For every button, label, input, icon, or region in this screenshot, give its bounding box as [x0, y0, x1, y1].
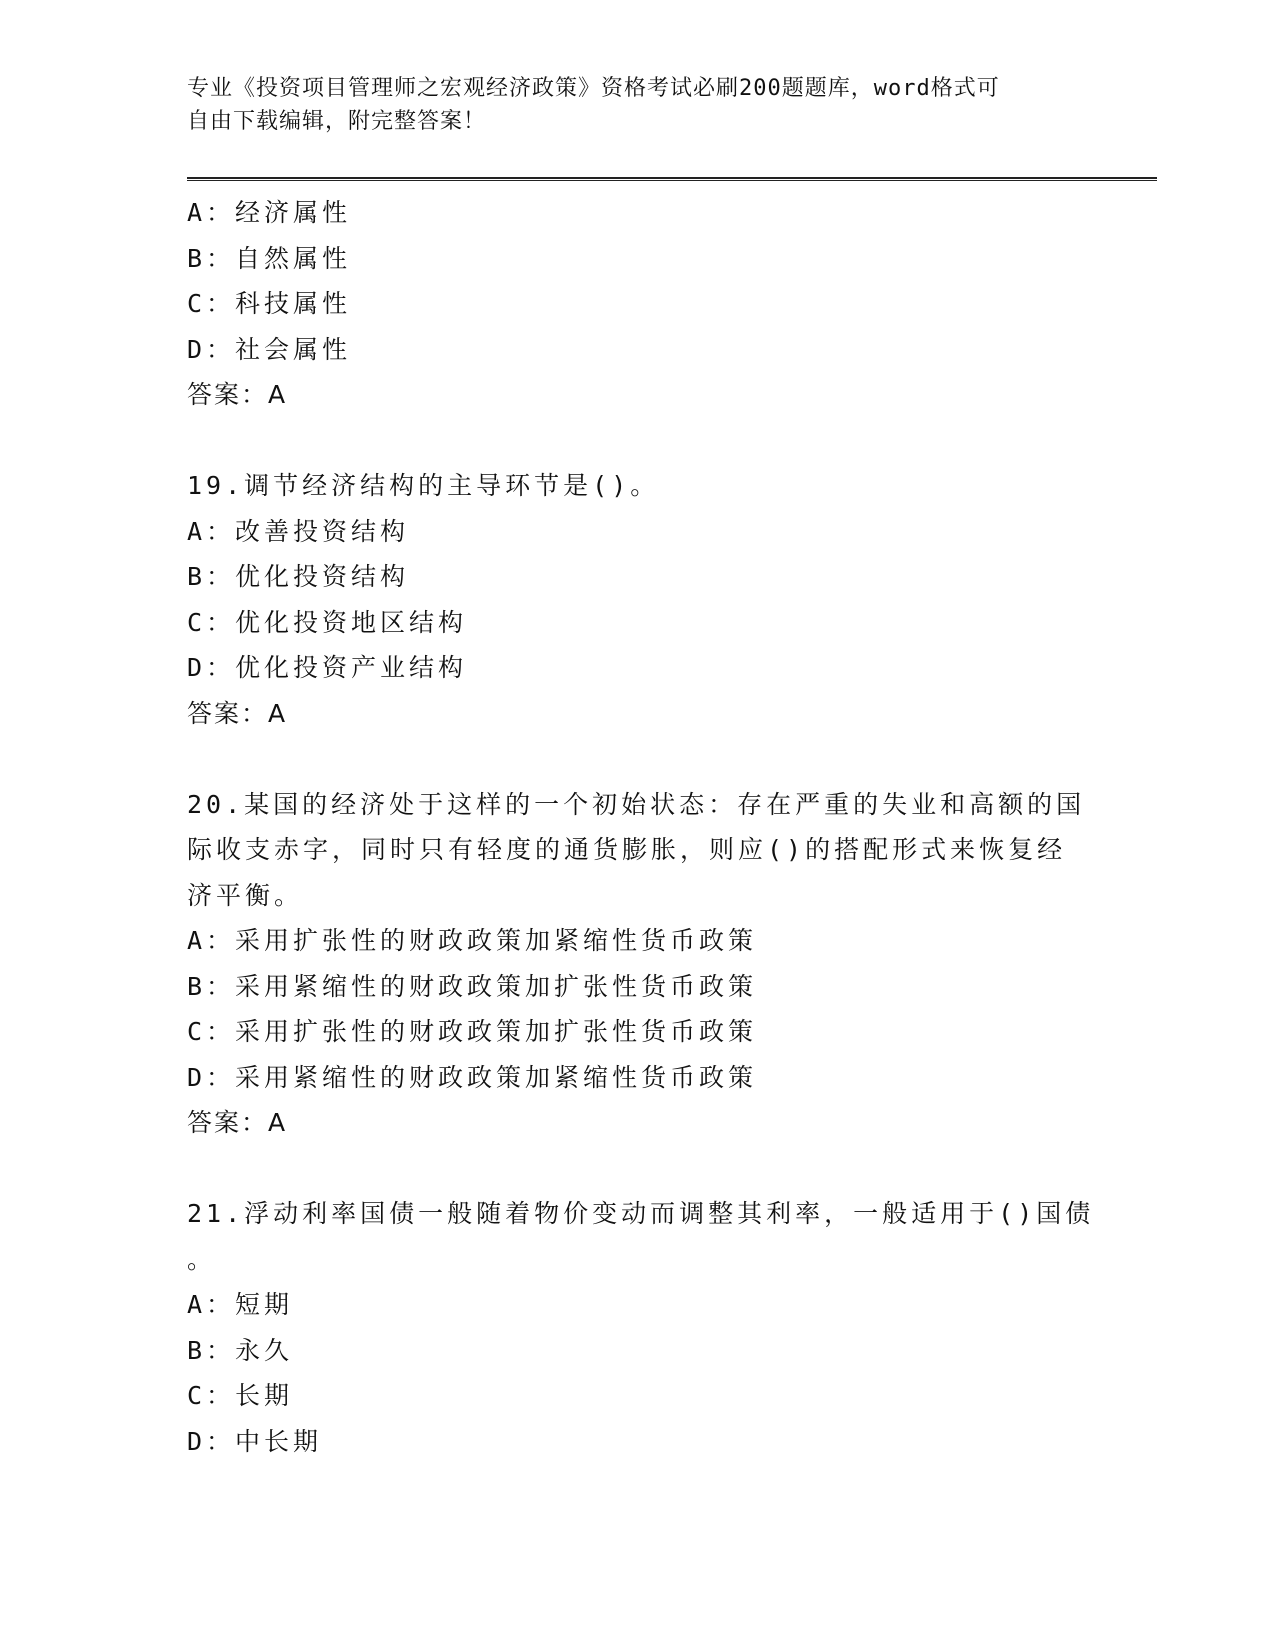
answer: 答案：A	[187, 698, 288, 728]
option-a: A：采用扩张性的财政政策加紧缩性货币政策	[187, 926, 758, 955]
option-a: A：经济属性	[187, 198, 352, 227]
option-c: C：采用扩张性的财政政策加扩张性货币政策	[187, 1017, 758, 1046]
option-b: B：自然属性	[187, 243, 352, 273]
question-text-line-1: 20.某国的经济处于这样的一个初始状态：存在严重的失业和高额的国	[187, 789, 1086, 819]
option-c: C：长期	[187, 1381, 294, 1410]
question-text-line-1: 21.浮动利率国债一般随着物价变动而调整其利率，一般适用于()国债	[187, 1199, 1095, 1228]
question-text: 19.调节经济结构的主导环节是()。	[187, 471, 660, 500]
answer: 答案：A	[187, 1108, 288, 1137]
spacer	[187, 418, 1077, 464]
question-20	[187, 782, 1086, 1146]
option-b: B：永久	[187, 1335, 294, 1365]
option-d: D：采用紧缩性的财政政策加紧缩性货币政策	[187, 1062, 758, 1092]
option-d: D：中长期	[187, 1426, 323, 1456]
option-b: B：采用紧缩性的财政政策加扩张性货币政策	[187, 971, 758, 1001]
spacer	[187, 736, 1077, 782]
question-18	[187, 190, 1077, 418]
option-b: B：优化投资结构	[187, 562, 410, 591]
question-21	[187, 1191, 1095, 1464]
question-text-line-2: 际收支赤字，同时只有轻度的通货膨胀，则应()的搭配形式来恢复经	[187, 835, 1067, 864]
header-line-1: 专业《投资项目管理师之宏观经济政策》资格考试必刷200题题库，word格式可	[187, 76, 1000, 101]
document-header	[187, 72, 1077, 138]
header-line-2: 自由下载编辑，附完整答案！	[187, 109, 487, 134]
option-c: C：优化投资地区结构	[187, 607, 468, 637]
question-19	[187, 463, 1077, 736]
spacer	[187, 1146, 1077, 1192]
question-text-line-3: 济平衡。	[187, 880, 304, 910]
option-c: C：科技属性	[187, 289, 352, 318]
option-a: A：改善投资结构	[187, 516, 410, 546]
question-list	[187, 190, 1095, 1464]
option-d: D：社会属性	[187, 334, 352, 364]
answer: 答案：A	[187, 380, 288, 409]
option-d: D：优化投资产业结构	[187, 653, 468, 682]
header-divider	[187, 177, 1157, 181]
question-text-line-2: 。	[187, 1244, 217, 1274]
option-a: A：短期	[187, 1290, 294, 1319]
